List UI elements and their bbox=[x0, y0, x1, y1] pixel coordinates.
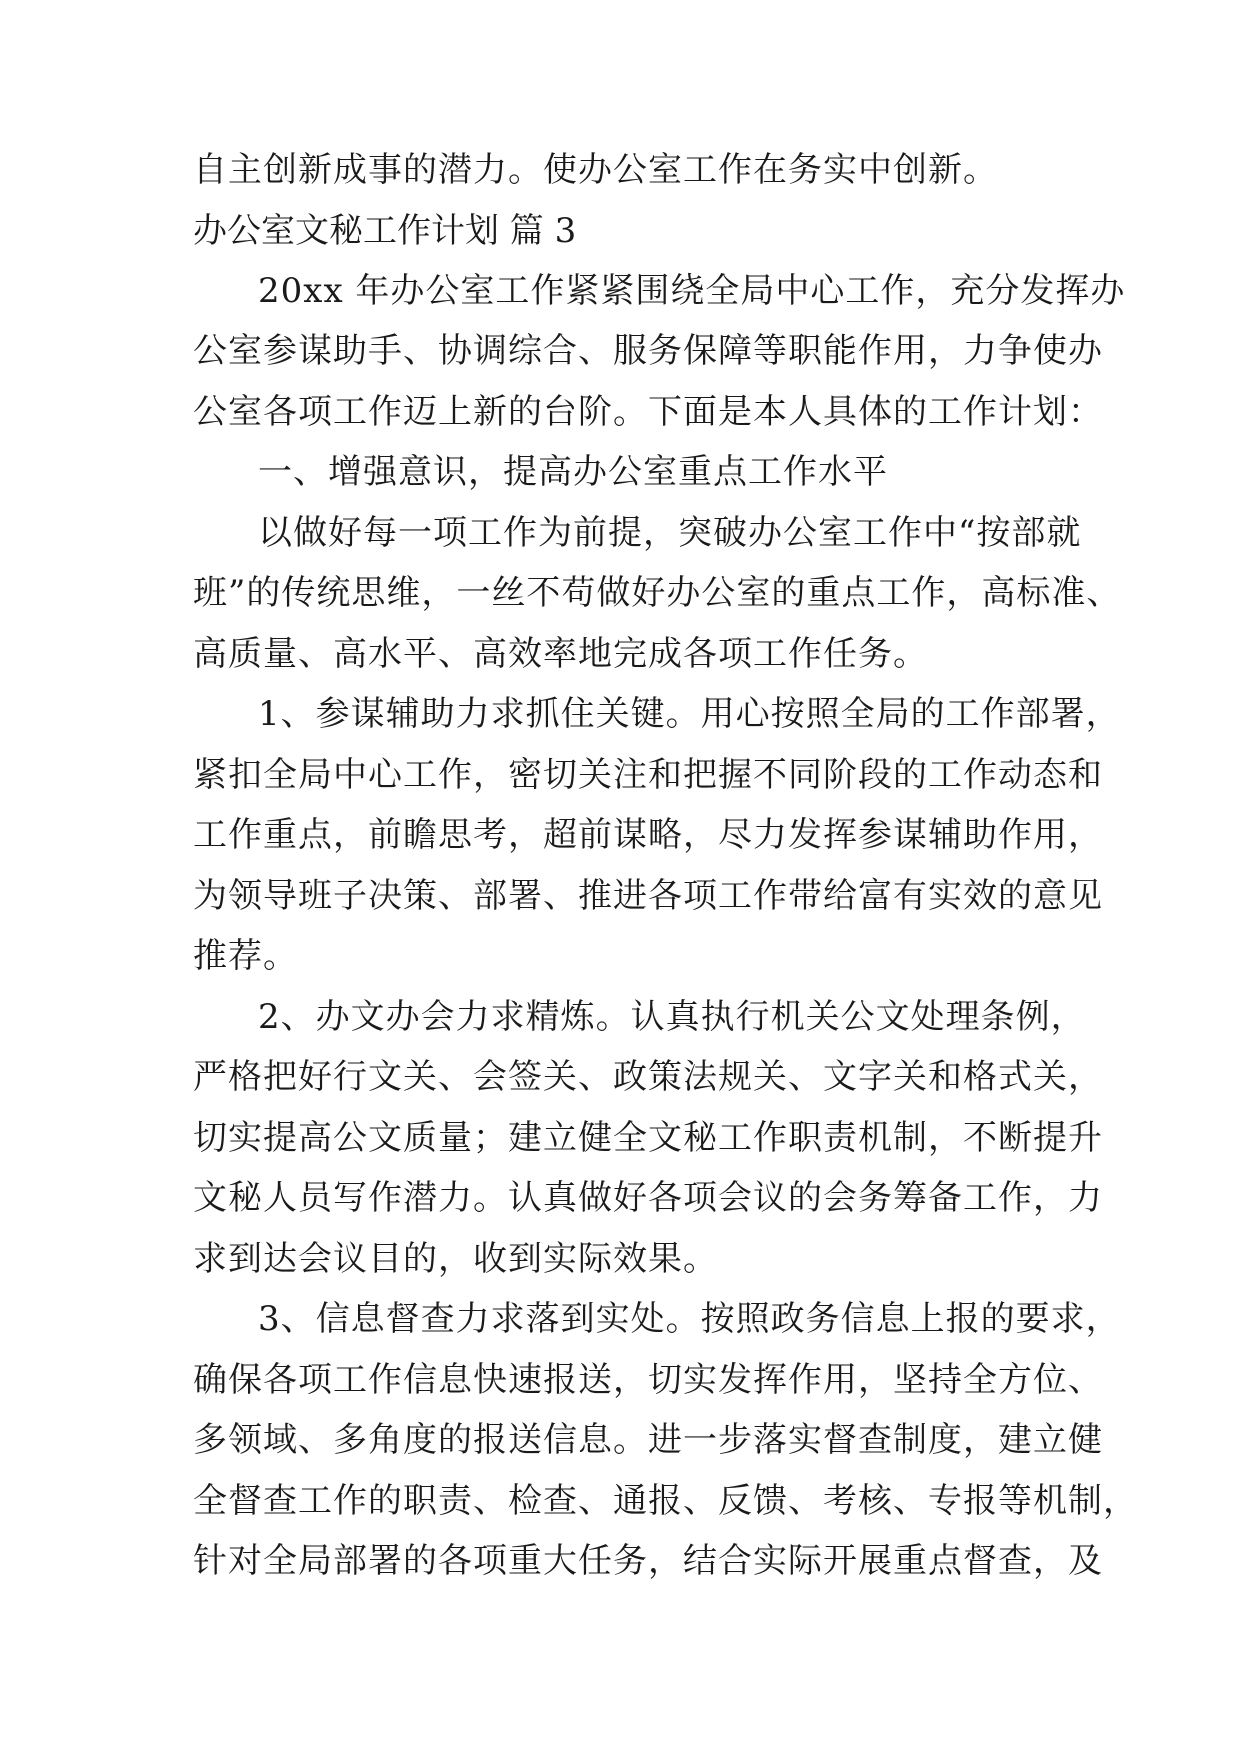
paragraph-line: 全督查工作的职责、检查、通报、反馈、考核、专报等机制， bbox=[193, 1481, 1138, 1521]
paragraph-line: 多领域、多角度的报送信息。进一步落实督查制度，建立健 bbox=[193, 1420, 1103, 1460]
paragraph-line: 紧扣全局中心工作，密切关注和把握不同阶段的工作动态和 bbox=[193, 755, 1103, 795]
paragraph-line: 求到达会议目的，收到实际效果。 bbox=[193, 1239, 718, 1279]
paragraph-line: 严格把好行文关、会签关、政策法规关、文字关和格式关， bbox=[193, 1057, 1103, 1097]
paragraph-line: 20xx 年办公室工作紧紧围绕全局中心工作，充分发挥办 bbox=[258, 271, 1126, 311]
paragraph-line: 切实提高公文质量；建立健全文秘工作职责机制，不断提升 bbox=[193, 1118, 1103, 1158]
paragraph-line: 公室参谋助手、协调综合、服务保障等职能作用，力争使办 bbox=[193, 331, 1103, 371]
paragraph-line: 推荐。 bbox=[193, 936, 298, 976]
paragraph-line: 公室各项工作迈上新的台阶。下面是本人具体的工作计划： bbox=[193, 392, 1103, 432]
text-line: 自主创新成事的潜力。使办公室工作在务实中创新。 bbox=[193, 150, 998, 190]
paragraph-line: 1、参谋辅助力求抓住关键。用心按照全局的工作部署， bbox=[258, 694, 1121, 734]
paragraph-line: 高质量、高水平、高效率地完成各项工作任务。 bbox=[193, 634, 928, 674]
paragraph-line: 3、信息督查力求落到实处。按照政务信息上报的要求， bbox=[258, 1299, 1121, 1339]
paragraph-line: 为领导班子决策、部署、推进各项工作带给富有实效的意见 bbox=[193, 876, 1103, 916]
section-heading: 办公室文秘工作计划 篇 3 bbox=[193, 211, 577, 251]
paragraph-line: 针对全局部署的各项重大任务，结合实际开展重点督查，及 bbox=[193, 1541, 1103, 1581]
paragraph-line: 班”的传统思维，一丝不苟做好办公室的重点工作，高标准、 bbox=[193, 573, 1122, 613]
paragraph-line: 2、办文办会力求精炼。认真执行机关公文处理条例， bbox=[258, 997, 1086, 1037]
paragraph-line: 文秘人员写作潜力。认真做好各项会议的会务筹备工作，力 bbox=[193, 1178, 1103, 1218]
paragraph-line: 工作重点，前瞻思考，超前谋略，尽力发挥参谋辅助作用， bbox=[193, 815, 1103, 855]
paragraph-line: 确保各项工作信息快速报送，切实发挥作用，坚持全方位、 bbox=[193, 1360, 1103, 1400]
paragraph-line: 以做好每一项工作为前提，突破办公室工作中“按部就 bbox=[258, 513, 1082, 553]
subheading: 一、增强意识，提高办公室重点工作水平 bbox=[258, 452, 888, 492]
